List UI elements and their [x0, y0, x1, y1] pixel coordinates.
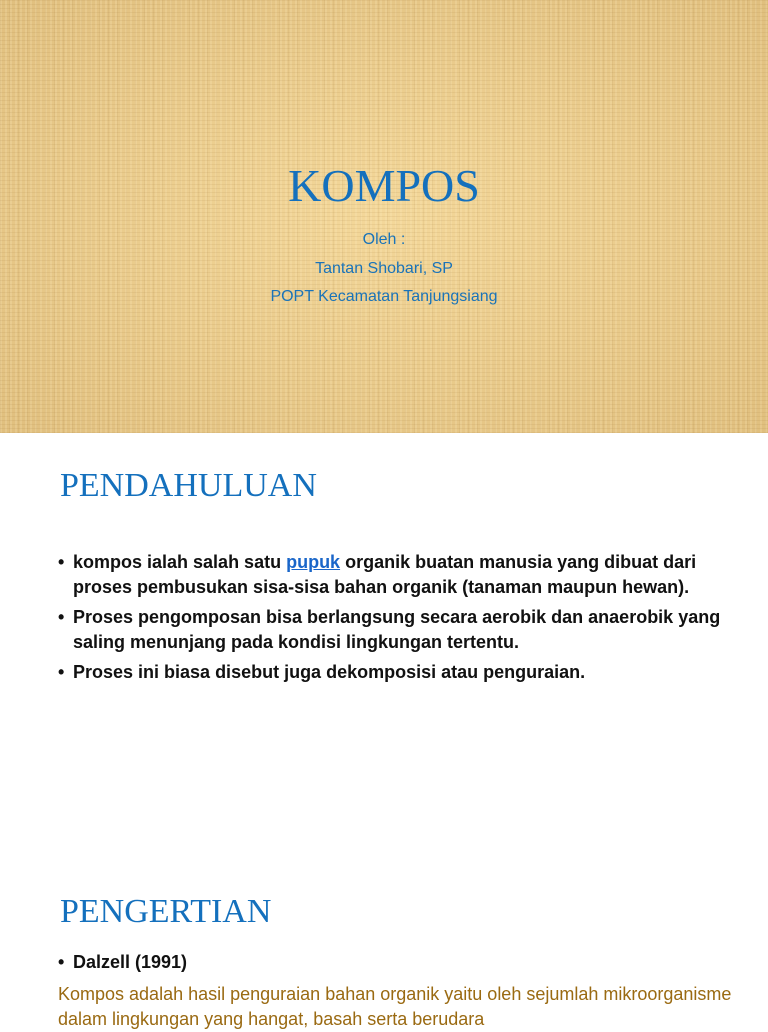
bullet-list — [58, 550, 728, 690]
source-list — [58, 950, 728, 980]
bullet-dot-icon: • — [58, 607, 65, 627]
title-slide — [0, 0, 768, 433]
bullet-text: Proses pengomposan bisa berlangsung secara aerobik dan anaerobik yang saling menunjang pada kondisi lingkungan tertentu. — [73, 607, 721, 652]
bullet-item — [58, 550, 728, 600]
section-heading-pengertian: PENGERTIAN — [60, 893, 272, 930]
source-text: Dalzell (1991) — [73, 952, 188, 972]
bullet-text: Proses ini biasa disebut juga dekomposisi atau penguraian. — [73, 662, 586, 682]
bullet-text: organik buatan manusia yang dibuat dari proses pembusukan sisa-sisa bahan organik (tanaman maupun hewan). — [73, 552, 697, 597]
by-label: Oleh : — [362, 231, 406, 248]
content-slide — [0, 433, 768, 1029]
source-item — [58, 950, 728, 975]
author-role: POPT Kecamatan Tanjungsiang — [270, 288, 498, 305]
author-name: Tantan Shobari, SP — [315, 260, 453, 277]
bullet-text: kompos ialah salah satu — [73, 552, 287, 572]
bullet-item — [58, 660, 728, 685]
definition-text: Kompos adalah hasil penguraian bahan organik yaitu oleh sejumlah mikroorganisme dalam lingkungan yang hangat, basah serta berudara — [58, 984, 732, 1029]
slide-title: KOMPOS — [288, 160, 480, 211]
bullet-dot-icon: • — [58, 952, 65, 972]
section-heading-pendahuluan: PENDAHULUAN — [60, 467, 317, 504]
pupuk-link[interactable]: pupuk — [286, 552, 341, 572]
bullet-item — [58, 605, 728, 655]
bullet-dot-icon: • — [58, 552, 65, 572]
bullet-dot-icon: • — [58, 662, 65, 682]
